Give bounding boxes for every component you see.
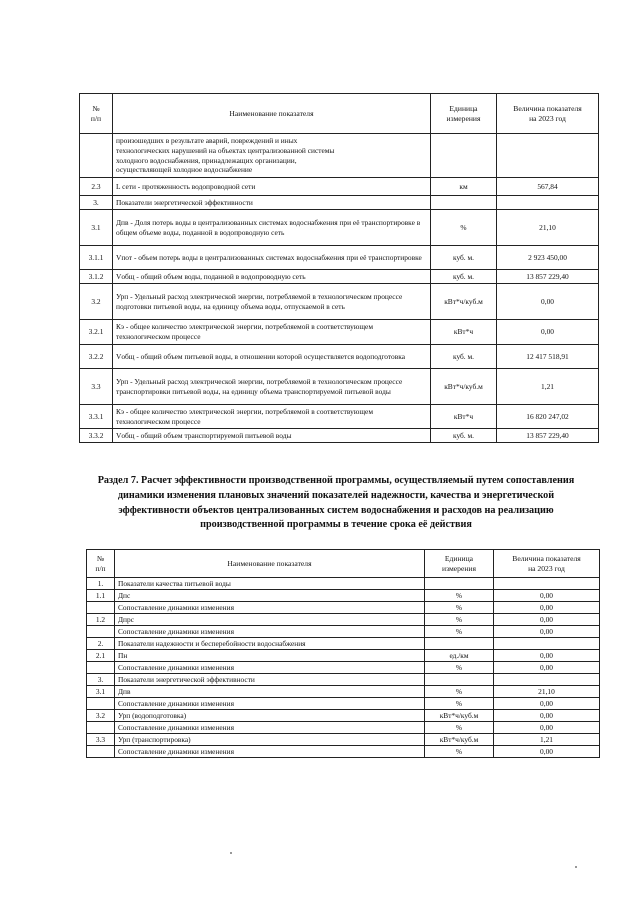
row-value: 16 820 247,02: [497, 405, 599, 429]
row-num: 1.1: [87, 590, 115, 602]
efficiency-body: [87, 578, 600, 758]
row-unit: куб. м.: [431, 270, 497, 284]
scan-speck: [575, 866, 577, 868]
table-row: [87, 674, 600, 686]
table-row: [80, 429, 599, 443]
table-row: [87, 650, 600, 662]
header-unit: Единица измерения: [425, 550, 494, 578]
row-value: [494, 638, 600, 650]
table-row: [87, 578, 600, 590]
row-unit: %: [425, 590, 494, 602]
scan-speck: [230, 852, 232, 854]
row-num: 3.2.1: [80, 320, 113, 345]
row-value: [494, 674, 600, 686]
row-unit: кВт*ч/куб.м: [431, 284, 497, 320]
row-num: 3.2: [80, 284, 113, 320]
row-name: Сопоставление динамики изменения: [115, 698, 425, 710]
header-unit: Единица измерения: [431, 94, 497, 134]
table-header-row: [87, 550, 600, 578]
table-row: [87, 662, 600, 674]
table-row: [80, 196, 599, 210]
indicators-table: [79, 93, 599, 443]
row-num: [87, 746, 115, 758]
table-row: [80, 320, 599, 345]
row-num: [87, 698, 115, 710]
table-row: [80, 284, 599, 320]
row-name: Дпс: [115, 590, 425, 602]
row-num: 2.: [87, 638, 115, 650]
row-unit: %: [425, 722, 494, 734]
row-name: Vобщ - общий объем транспортируемой питьевой воды: [113, 429, 431, 443]
row-unit: %: [431, 210, 497, 246]
row-unit: %: [425, 662, 494, 674]
table-header-row: [80, 94, 599, 134]
row-unit: кВт*ч: [431, 320, 497, 345]
row-unit: куб. м.: [431, 345, 497, 369]
row-name: Кэ - общее количество электрической энергии, потребляемой в соответствующем технологическом процессе: [113, 320, 431, 345]
row-num: [87, 722, 115, 734]
row-value: 0,00: [497, 284, 599, 320]
row-unit: %: [425, 686, 494, 698]
row-value: 567,84: [497, 178, 599, 196]
row-value: 1,21: [497, 369, 599, 405]
row-name: Урп - Удельный расход электрической энергии, потребляемой в технологическом процессе транспортировки питьевой воды, на единицу объема транспортируемой питьевой воды: [113, 369, 431, 405]
row-unit: кВт*ч/куб.м: [425, 710, 494, 722]
row-name: Урп (водоподготовка): [115, 710, 425, 722]
row-name: Кэ - общее количество электрической энергии, потребляемой в соответствующем технологическом процессе: [113, 405, 431, 429]
header-value: Величина показателя на 2023 год: [494, 550, 600, 578]
row-num: 3.3: [87, 734, 115, 746]
header-name: Наименование показателя: [113, 94, 431, 134]
row-value: 0,00: [494, 590, 600, 602]
row-num: [87, 662, 115, 674]
row-value: 1,21: [494, 734, 600, 746]
header-value: Величина показателя на 2023 год: [497, 94, 599, 134]
row-value: 0,00: [494, 710, 600, 722]
table-row: [80, 345, 599, 369]
row-unit: куб. м.: [431, 246, 497, 270]
table-row: [87, 698, 600, 710]
row-unit: %: [425, 626, 494, 638]
row-name: Показатели энергетической эффективности: [115, 674, 425, 686]
row-unit: куб. м.: [431, 429, 497, 443]
row-unit: км: [431, 178, 497, 196]
row-value: 0,00: [497, 320, 599, 345]
row-unit: ед./км: [425, 650, 494, 662]
table-row: [80, 178, 599, 196]
row-unit: [425, 578, 494, 590]
table-row: [87, 590, 600, 602]
row-name: Сопоставление динамики изменения: [115, 746, 425, 758]
row-value: 0,00: [494, 746, 600, 758]
row-unit: %: [425, 746, 494, 758]
row-name: Дпрс: [115, 614, 425, 626]
row-name: Vобщ - общий объем питьевой воды, в отношении которой осуществляется водоподготовка: [113, 345, 431, 369]
row-num: 3.3: [80, 369, 113, 405]
row-num: 3.1: [80, 210, 113, 246]
row-name: Показатели надежности и бесперебойности водоснабжения: [115, 638, 425, 650]
row-name: Дпв: [115, 686, 425, 698]
header-name: Наименование показателя: [115, 550, 425, 578]
table-row: [80, 246, 599, 270]
row-value: 0,00: [494, 722, 600, 734]
row-name: Урп (транспортировка): [115, 734, 425, 746]
row-num: [87, 602, 115, 614]
row-name: Показатели качества питьевой воды: [115, 578, 425, 590]
table-row: [87, 626, 600, 638]
row-unit: %: [425, 614, 494, 626]
row-num: 2.1: [87, 650, 115, 662]
row-value: 12 417 518,91: [497, 345, 599, 369]
table-row: [80, 210, 599, 246]
row-name: Показатели энергетической эффективности: [113, 196, 431, 210]
row-name: L сети - протяженность водопроводной сети: [113, 178, 431, 196]
row-name: Vобщ - общий объем воды, поданной в водопроводную сеть: [113, 270, 431, 284]
row-num: 3.: [87, 674, 115, 686]
row-num: 3.2: [87, 710, 115, 722]
table-row: [87, 602, 600, 614]
table-row: [87, 746, 600, 758]
row-value: [494, 578, 600, 590]
table-row: [87, 722, 600, 734]
row-name: Сопоставление динамики изменения: [115, 662, 425, 674]
row-name: Сопоставление динамики изменения: [115, 722, 425, 734]
row-num: [87, 626, 115, 638]
row-value: 21,10: [497, 210, 599, 246]
row-value: 0,00: [494, 662, 600, 674]
section-7-title: Раздел 7. Расчет эффективности производственной программы, осуществляемый путем сопоставления динамики изменения плановых значений показателей надежности, качества и энергетической эффективности объектов централизованных систем водоснабжения и расходов на реализацию производственной программы в течение срока её действия: [97, 475, 575, 531]
row-num: 3.3.2: [80, 429, 113, 443]
table-row: [87, 686, 600, 698]
row-num: 3.1.2: [80, 270, 113, 284]
row-value: 21,10: [494, 686, 600, 698]
header-num: № п/п: [87, 550, 115, 578]
row-value: 0,00: [494, 698, 600, 710]
row-name: Vпот - объем потерь воды в централизованных системах водоснабжения при её транспортировке: [113, 246, 431, 270]
row-num: 3.1: [87, 686, 115, 698]
row-value: 13 857 229,40: [497, 429, 599, 443]
efficiency-table: [86, 549, 600, 758]
row-unit: кВт*ч/куб.м: [425, 734, 494, 746]
table-row: [87, 734, 600, 746]
row-value: 0,00: [494, 614, 600, 626]
row-value: 0,00: [494, 602, 600, 614]
continued-row: [80, 134, 599, 178]
table-row: [80, 405, 599, 429]
continued-text: произошедших в результате аварий, повреждений и иных технологических нарушений на объектах централизованной системы холодного водоснабжения, принадлежащих организации, осуществляющей холодное водоснабжение: [113, 134, 431, 178]
row-value: [497, 196, 599, 210]
row-num: 2.3: [80, 178, 113, 196]
row-value: 13 857 229,40: [497, 270, 599, 284]
row-value: 0,00: [494, 650, 600, 662]
row-num: 1.: [87, 578, 115, 590]
row-unit: %: [425, 698, 494, 710]
row-name: Сопоставление динамики изменения: [115, 626, 425, 638]
indicators-body: [80, 178, 599, 443]
row-unit: [431, 196, 497, 210]
header-num: № п/п: [80, 94, 113, 134]
row-value: 0,00: [494, 626, 600, 638]
table-row: [87, 638, 600, 650]
row-value: 2 923 450,00: [497, 246, 599, 270]
row-num: 3.2.2: [80, 345, 113, 369]
row-name: Пн: [115, 650, 425, 662]
row-num: 1.2: [87, 614, 115, 626]
row-unit: кВт*ч/куб.м: [431, 369, 497, 405]
row-unit: [425, 638, 494, 650]
table-row: [80, 270, 599, 284]
row-unit: [425, 674, 494, 686]
row-unit: %: [425, 602, 494, 614]
row-num: 3.: [80, 196, 113, 210]
table-row: [80, 369, 599, 405]
row-name: Дпв - Доля потерь воды в централизованных системах водоснабжения при её транспортировке в общем объеме воды, поданной в водопроводную сеть: [113, 210, 431, 246]
table-row: [87, 614, 600, 626]
table-row: [87, 710, 600, 722]
row-unit: кВт*ч: [431, 405, 497, 429]
row-num: 3.1.1: [80, 246, 113, 270]
row-name: Сопоставление динамики изменения: [115, 602, 425, 614]
row-num: 3.3.1: [80, 405, 113, 429]
row-name: Урп - Удельный расход электрической энергии, потребляемой в технологическом процессе подготовки питьевой воды, на единицу объема воды, отпускаемой в сеть: [113, 284, 431, 320]
